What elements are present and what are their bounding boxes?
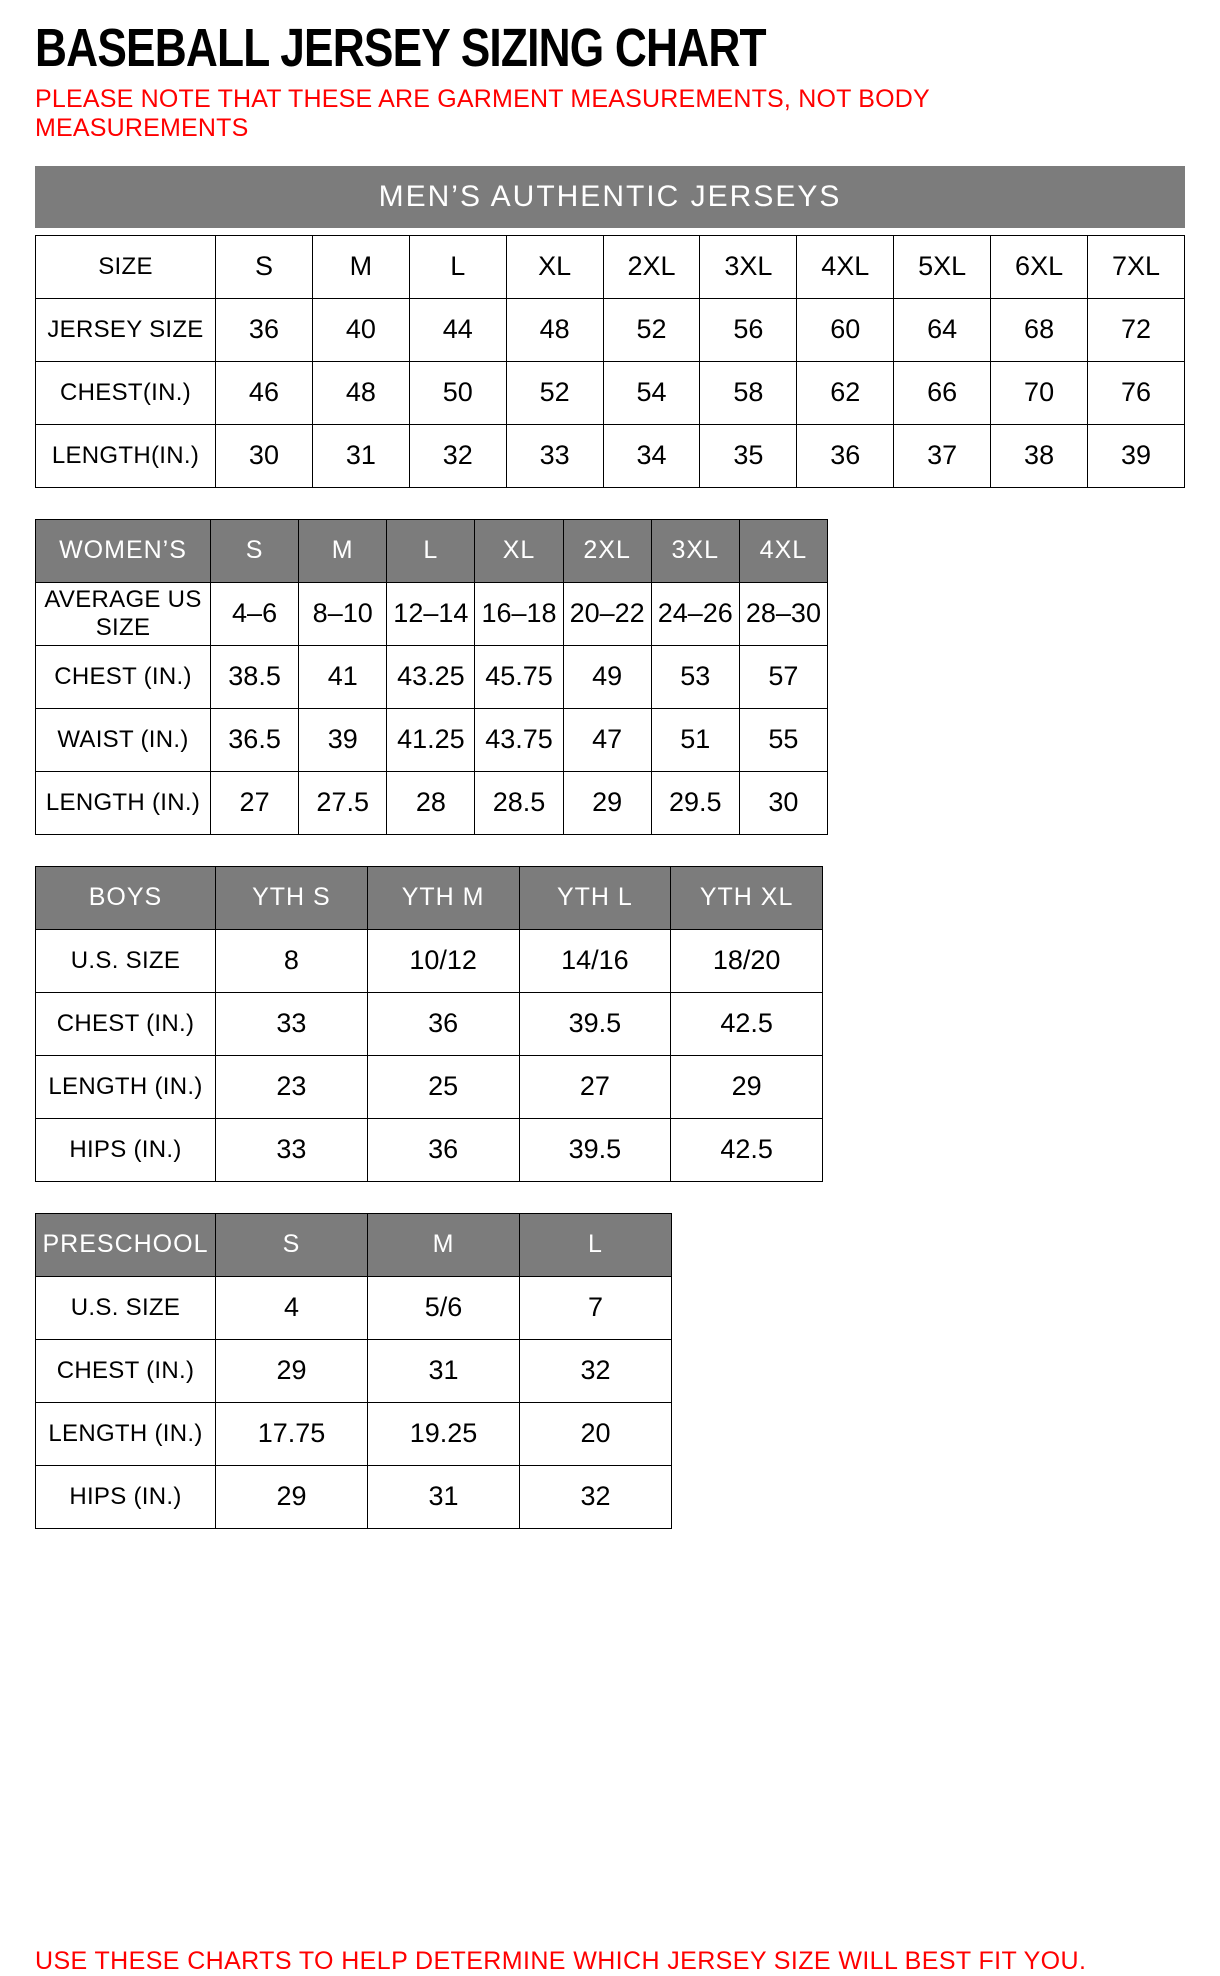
mens-value-cell: 6XL [991, 235, 1088, 298]
mens-value-cell: 58 [700, 361, 797, 424]
boys-row [36, 1055, 823, 1118]
boys-value-cell: 42.5 [671, 1118, 823, 1181]
mens-value-cell: 72 [1088, 298, 1185, 361]
womens-value-cell: 12–14 [387, 582, 475, 645]
womens-sizing-table [35, 519, 828, 835]
womens-value-cell: 41 [299, 645, 387, 708]
mens-value-cell: 48 [506, 298, 603, 361]
preschool-header-label-cell: PRESCHOOL [36, 1213, 216, 1276]
preschool-value-cell: 32 [520, 1339, 672, 1402]
boys-value-cell: 36 [367, 1118, 519, 1181]
garment-measurements-note: PLEASE NOTE THAT THESE ARE GARMENT MEASUREMENTS, NOT BODY MEASUREMENTS [35, 84, 930, 143]
boys-header-cell: YTH S [216, 866, 368, 929]
boys-header-cell: YTH L [519, 866, 671, 929]
mens-value-cell: 64 [894, 298, 991, 361]
boys-row-label-cell: CHEST (IN.) [36, 992, 216, 1055]
mens-value-cell: 52 [603, 298, 700, 361]
mens-value-cell: 56 [700, 298, 797, 361]
womens-value-cell: 29.5 [651, 771, 739, 834]
boys-value-cell: 33 [216, 992, 368, 1055]
mens-row-label-cell: LENGTH(IN.) [36, 424, 216, 487]
mens-value-cell: 40 [312, 298, 409, 361]
mens-value-cell: 68 [991, 298, 1088, 361]
boys-value-cell: 14/16 [519, 929, 671, 992]
womens-value-cell: 16–18 [475, 582, 563, 645]
womens-header-cell: S [211, 519, 299, 582]
womens-row [36, 645, 828, 708]
womens-value-cell: 8–10 [299, 582, 387, 645]
preschool-value-cell: 20 [520, 1402, 672, 1465]
womens-value-cell: 4–6 [211, 582, 299, 645]
preschool-row [36, 1339, 672, 1402]
boys-header-row [36, 866, 823, 929]
boys-row-label-cell: U.S. SIZE [36, 929, 216, 992]
mens-value-cell: 31 [312, 424, 409, 487]
mens-value-cell: 32 [409, 424, 506, 487]
womens-value-cell: 51 [651, 708, 739, 771]
preschool-row [36, 1465, 672, 1528]
womens-value-cell: 28 [387, 771, 475, 834]
womens-row [36, 771, 828, 834]
preschool-value-cell: 4 [216, 1276, 368, 1339]
womens-value-cell: 28–30 [739, 582, 827, 645]
womens-value-cell: 29 [563, 771, 651, 834]
mens-value-cell: 34 [603, 424, 700, 487]
womens-value-cell: 36.5 [211, 708, 299, 771]
boys-value-cell: 39.5 [519, 992, 671, 1055]
mens-sizing-table [35, 235, 1185, 488]
womens-header-row [36, 519, 828, 582]
mens-value-cell: 38 [991, 424, 1088, 487]
mens-value-cell: 39 [1088, 424, 1185, 487]
preschool-header-cell: S [216, 1213, 368, 1276]
preschool-value-cell: 31 [368, 1465, 520, 1528]
mens-row-label-cell: CHEST(IN.) [36, 361, 216, 424]
mens-value-cell: 62 [797, 361, 894, 424]
mens-value-cell: 4XL [797, 235, 894, 298]
preschool-value-cell: 17.75 [216, 1402, 368, 1465]
mens-value-cell: 37 [894, 424, 991, 487]
preschool-value-cell: 5/6 [368, 1276, 520, 1339]
mens-value-cell: L [409, 235, 506, 298]
womens-value-cell: 28.5 [475, 771, 563, 834]
mens-row [36, 235, 1185, 298]
mens-value-cell: XL [506, 235, 603, 298]
womens-value-cell: 57 [739, 645, 827, 708]
boys-value-cell: 25 [367, 1055, 519, 1118]
boys-value-cell: 42.5 [671, 992, 823, 1055]
mens-section [35, 166, 1185, 488]
womens-row-label-cell: AVERAGE US SIZE [36, 582, 211, 645]
preschool-value-cell: 29 [216, 1465, 368, 1528]
boys-value-cell: 23 [216, 1055, 368, 1118]
mens-value-cell: 33 [506, 424, 603, 487]
womens-value-cell: 38.5 [211, 645, 299, 708]
mens-value-cell: 5XL [894, 235, 991, 298]
womens-section [35, 519, 1185, 835]
womens-row-label-cell: CHEST (IN.) [36, 645, 211, 708]
preschool-value-cell: 19.25 [368, 1402, 520, 1465]
womens-value-cell: 45.75 [475, 645, 563, 708]
page-title: BASEBALL JERSEY SIZING CHART [35, 18, 766, 78]
preschool-header-cell: L [520, 1213, 672, 1276]
boys-header-cell: YTH M [367, 866, 519, 929]
womens-header-label-cell: WOMEN’S [36, 519, 211, 582]
preschool-row [36, 1402, 672, 1465]
preschool-header-cell: M [368, 1213, 520, 1276]
mens-banner: MEN’S AUTHENTIC JERSEYS [35, 166, 1185, 228]
preschool-section [35, 1213, 1185, 1529]
womens-header-cell: 3XL [651, 519, 739, 582]
mens-value-cell: 60 [797, 298, 894, 361]
womens-header-cell: 2XL [563, 519, 651, 582]
mens-value-cell: 66 [894, 361, 991, 424]
womens-row-label-cell: WAIST (IN.) [36, 708, 211, 771]
mens-value-cell: 54 [603, 361, 700, 424]
preschool-row-label-cell: U.S. SIZE [36, 1276, 216, 1339]
mens-row [36, 424, 1185, 487]
boys-value-cell: 8 [216, 929, 368, 992]
womens-value-cell: 27.5 [299, 771, 387, 834]
boys-row [36, 1118, 823, 1181]
womens-row [36, 708, 828, 771]
boys-value-cell: 33 [216, 1118, 368, 1181]
boys-section [35, 866, 1185, 1182]
womens-value-cell: 49 [563, 645, 651, 708]
womens-value-cell: 43.25 [387, 645, 475, 708]
boys-value-cell: 39.5 [519, 1118, 671, 1181]
mens-value-cell: 35 [700, 424, 797, 487]
mens-value-cell: S [216, 235, 313, 298]
mens-value-cell: 36 [216, 298, 313, 361]
preschool-row-label-cell: LENGTH (IN.) [36, 1402, 216, 1465]
mens-value-cell: 44 [409, 298, 506, 361]
boys-sizing-table [35, 866, 823, 1182]
mens-value-cell: 48 [312, 361, 409, 424]
womens-header-cell: M [299, 519, 387, 582]
boys-header-label-cell: BOYS [36, 866, 216, 929]
mens-row [36, 361, 1185, 424]
womens-header-cell: L [387, 519, 475, 582]
womens-value-cell: 43.75 [475, 708, 563, 771]
mens-value-cell: 7XL [1088, 235, 1185, 298]
preschool-header-row [36, 1213, 672, 1276]
mens-row-label-cell: SIZE [36, 235, 216, 298]
womens-value-cell: 55 [739, 708, 827, 771]
boys-row [36, 929, 823, 992]
preschool-value-cell: 29 [216, 1339, 368, 1402]
womens-value-cell: 47 [563, 708, 651, 771]
mens-value-cell: 36 [797, 424, 894, 487]
womens-value-cell: 24–26 [651, 582, 739, 645]
womens-value-cell: 30 [739, 771, 827, 834]
boys-value-cell: 36 [367, 992, 519, 1055]
footer-note: USE THESE CHARTS TO HELP DETERMINE WHICH JERSEY SIZE WILL BEST FIT YOU. [35, 1947, 1087, 1975]
preschool-row-label-cell: HIPS (IN.) [36, 1465, 216, 1528]
mens-value-cell: 30 [216, 424, 313, 487]
mens-value-cell: 46 [216, 361, 313, 424]
preschool-value-cell: 32 [520, 1465, 672, 1528]
mens-value-cell: 2XL [603, 235, 700, 298]
womens-value-cell: 20–22 [563, 582, 651, 645]
mens-value-cell: 76 [1088, 361, 1185, 424]
preschool-value-cell: 7 [520, 1276, 672, 1339]
boys-row [36, 992, 823, 1055]
boys-row-label-cell: LENGTH (IN.) [36, 1055, 216, 1118]
preschool-row [36, 1276, 672, 1339]
preschool-value-cell: 31 [368, 1339, 520, 1402]
womens-value-cell: 53 [651, 645, 739, 708]
womens-value-cell: 39 [299, 708, 387, 771]
womens-header-cell: 4XL [739, 519, 827, 582]
boys-header-cell: YTH XL [671, 866, 823, 929]
mens-value-cell: 3XL [700, 235, 797, 298]
boys-value-cell: 18/20 [671, 929, 823, 992]
mens-row-label-cell: JERSEY SIZE [36, 298, 216, 361]
mens-value-cell: 70 [991, 361, 1088, 424]
boys-value-cell: 29 [671, 1055, 823, 1118]
womens-header-cell: XL [475, 519, 563, 582]
preschool-row-label-cell: CHEST (IN.) [36, 1339, 216, 1402]
mens-value-cell: M [312, 235, 409, 298]
boys-value-cell: 27 [519, 1055, 671, 1118]
womens-row [36, 582, 828, 645]
boys-value-cell: 10/12 [367, 929, 519, 992]
womens-value-cell: 27 [211, 771, 299, 834]
mens-value-cell: 52 [506, 361, 603, 424]
womens-value-cell: 41.25 [387, 708, 475, 771]
preschool-sizing-table [35, 1213, 672, 1529]
mens-row [36, 298, 1185, 361]
womens-row-label-cell: LENGTH (IN.) [36, 771, 211, 834]
mens-value-cell: 50 [409, 361, 506, 424]
boys-row-label-cell: HIPS (IN.) [36, 1118, 216, 1181]
